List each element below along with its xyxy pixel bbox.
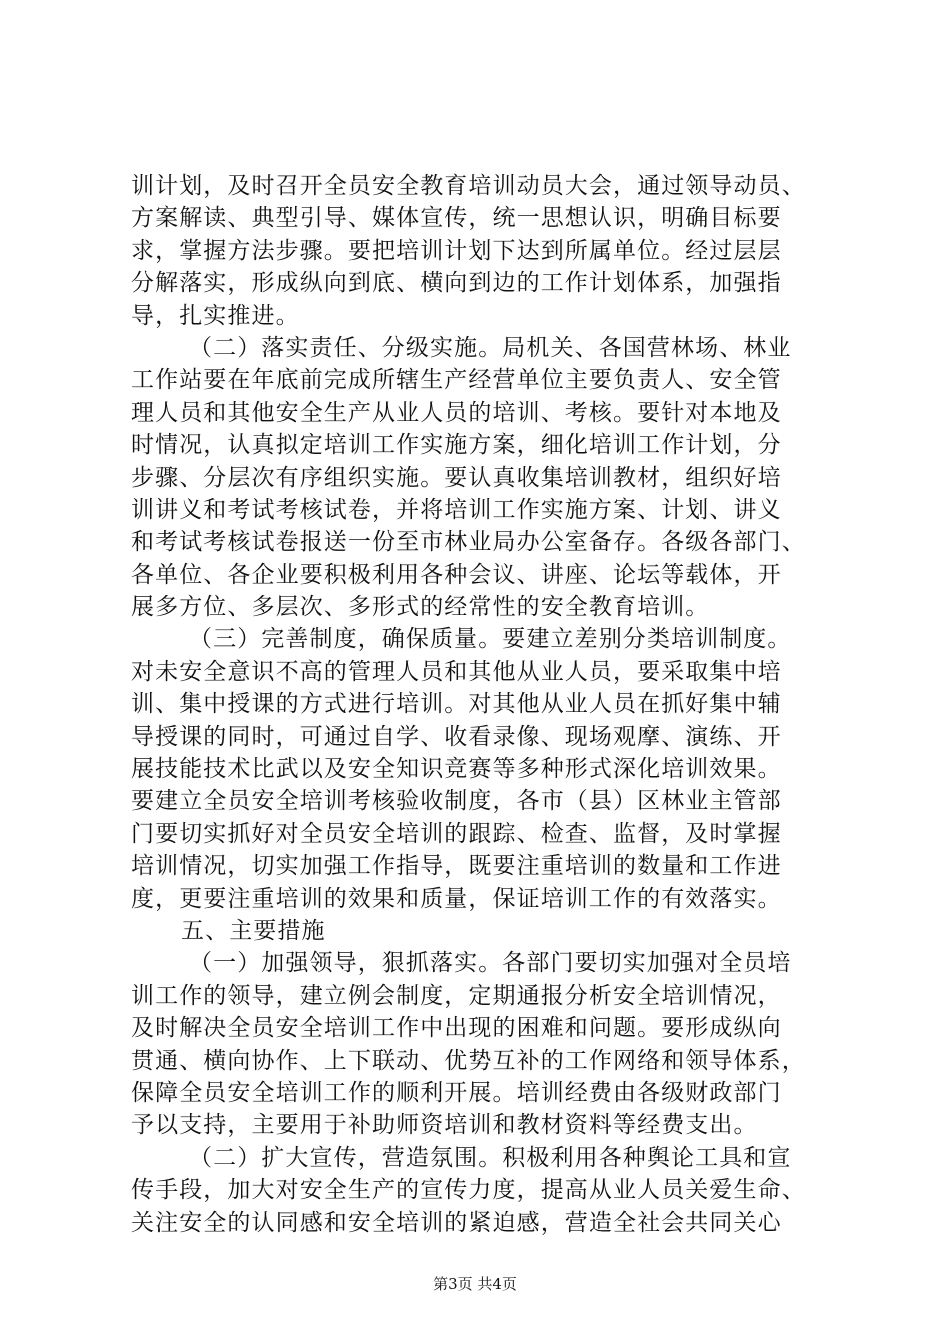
page-footer: 第3页 共4页 (433, 1275, 517, 1293)
text-line: 方案解读、典型引导、媒体宣传，统一思想认识，明确目标要 (131, 205, 782, 232)
text-line: 及时解决全员安全培训工作中出现的困难和问题。要形成纵向 (131, 1015, 782, 1042)
text-line: 传手段，加大对安全生产的宣传力度，提高从业人员关爱生命、 (131, 1177, 806, 1204)
text-line: 各单位、各企业要积极利用各种会议、讲座、论坛等载体，开 (131, 561, 782, 588)
text-line: 度，更要注重培训的效果和质量，保证培训工作的有效落实。 (131, 885, 782, 912)
text-line: 对未安全意识不高的管理人员和其他从业人员，要采取集中培 (131, 658, 782, 685)
text-line: 门要切实抓好对全员安全培训的跟踪、检查、监督，及时掌握 (131, 820, 782, 847)
text-line: 予以支持，主要用于补助师资培训和教材资料等经费支出。 (131, 1112, 758, 1139)
text-line: 展技能技术比武以及安全知识竞赛等多种形式深化培训效果。 (131, 756, 782, 783)
text-line: 理人员和其他安全生产从业人员的培训、考核。要针对本地及 (131, 399, 782, 426)
text-line: 导，扎实推进。 (131, 302, 300, 329)
text-line: 和考试考核试卷报送一份至市林业局办公室备存。各级各部门、 (131, 529, 806, 556)
text-line: 关注安全的认同感和安全培训的紧迫感，营造全社会共同关心 (131, 1209, 782, 1236)
text-line: 保障全员安全培训工作的顺利开展。培训经费由各级财政部门 (131, 1079, 782, 1106)
text-line: 展多方位、多层次、多形式的经常性的安全教育培训。 (131, 594, 710, 621)
paragraph-start-line: （二）落实责任、分级实施。局机关、各国营林场、林业 (189, 334, 792, 361)
text-line: 训讲义和考试考核试卷，并将培训工作实施方案、计划、讲义 (131, 496, 782, 523)
text-line: 训计划，及时召开全员安全教育培训动员大会，通过领导动员、 (131, 173, 806, 199)
section-heading: 五、主要措施 (181, 917, 326, 944)
paragraph-start-line: （一）加强领导，狠抓落实。各部门要切实加强对全员培 (189, 950, 792, 977)
paragraph-start-line: （三）完善制度，确保质量。要建立差别分类培训制度。 (189, 626, 792, 653)
paragraph-start-line: （二）扩大宣传，营造氛围。积极利用各种舆论工具和宣 (189, 1144, 792, 1171)
text-line: 工作站要在年底前完成所辖生产经营单位主要负责人、安全管 (131, 367, 782, 394)
text-line: 要建立全员安全培训考核验收制度，各市（县）区林业主管部 (131, 788, 782, 815)
text-line: 分解落实，形成纵向到底、横向到边的工作计划体系，加强指 (131, 270, 782, 297)
document-body (131, 170, 831, 1239)
text-line: 求，掌握方法步骤。要把培训计划下达到所属单位。经过层层 (131, 237, 782, 264)
text-line: 导授课的同时，可通过自学、收看录像、现场观摩、演练、开 (131, 723, 782, 750)
text-line: 时情况，认真拟定培训工作实施方案，细化培训工作计划，分 (131, 432, 782, 459)
text-line: 训工作的领导，建立例会制度，定期通报分析安全培训情况， (131, 982, 782, 1009)
text-line: 步骤、分层次有序组织实施。要认真收集培训教材，组织好培 (131, 464, 782, 491)
text-line: 贯通、横向协作、上下联动、优势互补的工作网络和领导体系， (131, 1047, 806, 1074)
text-line: 训、集中授课的方式进行培训。对其他从业人员在抓好集中辅 (131, 691, 782, 718)
text-line: 培训情况，切实加强工作指导，既要注重培训的数量和工作进 (131, 853, 782, 880)
